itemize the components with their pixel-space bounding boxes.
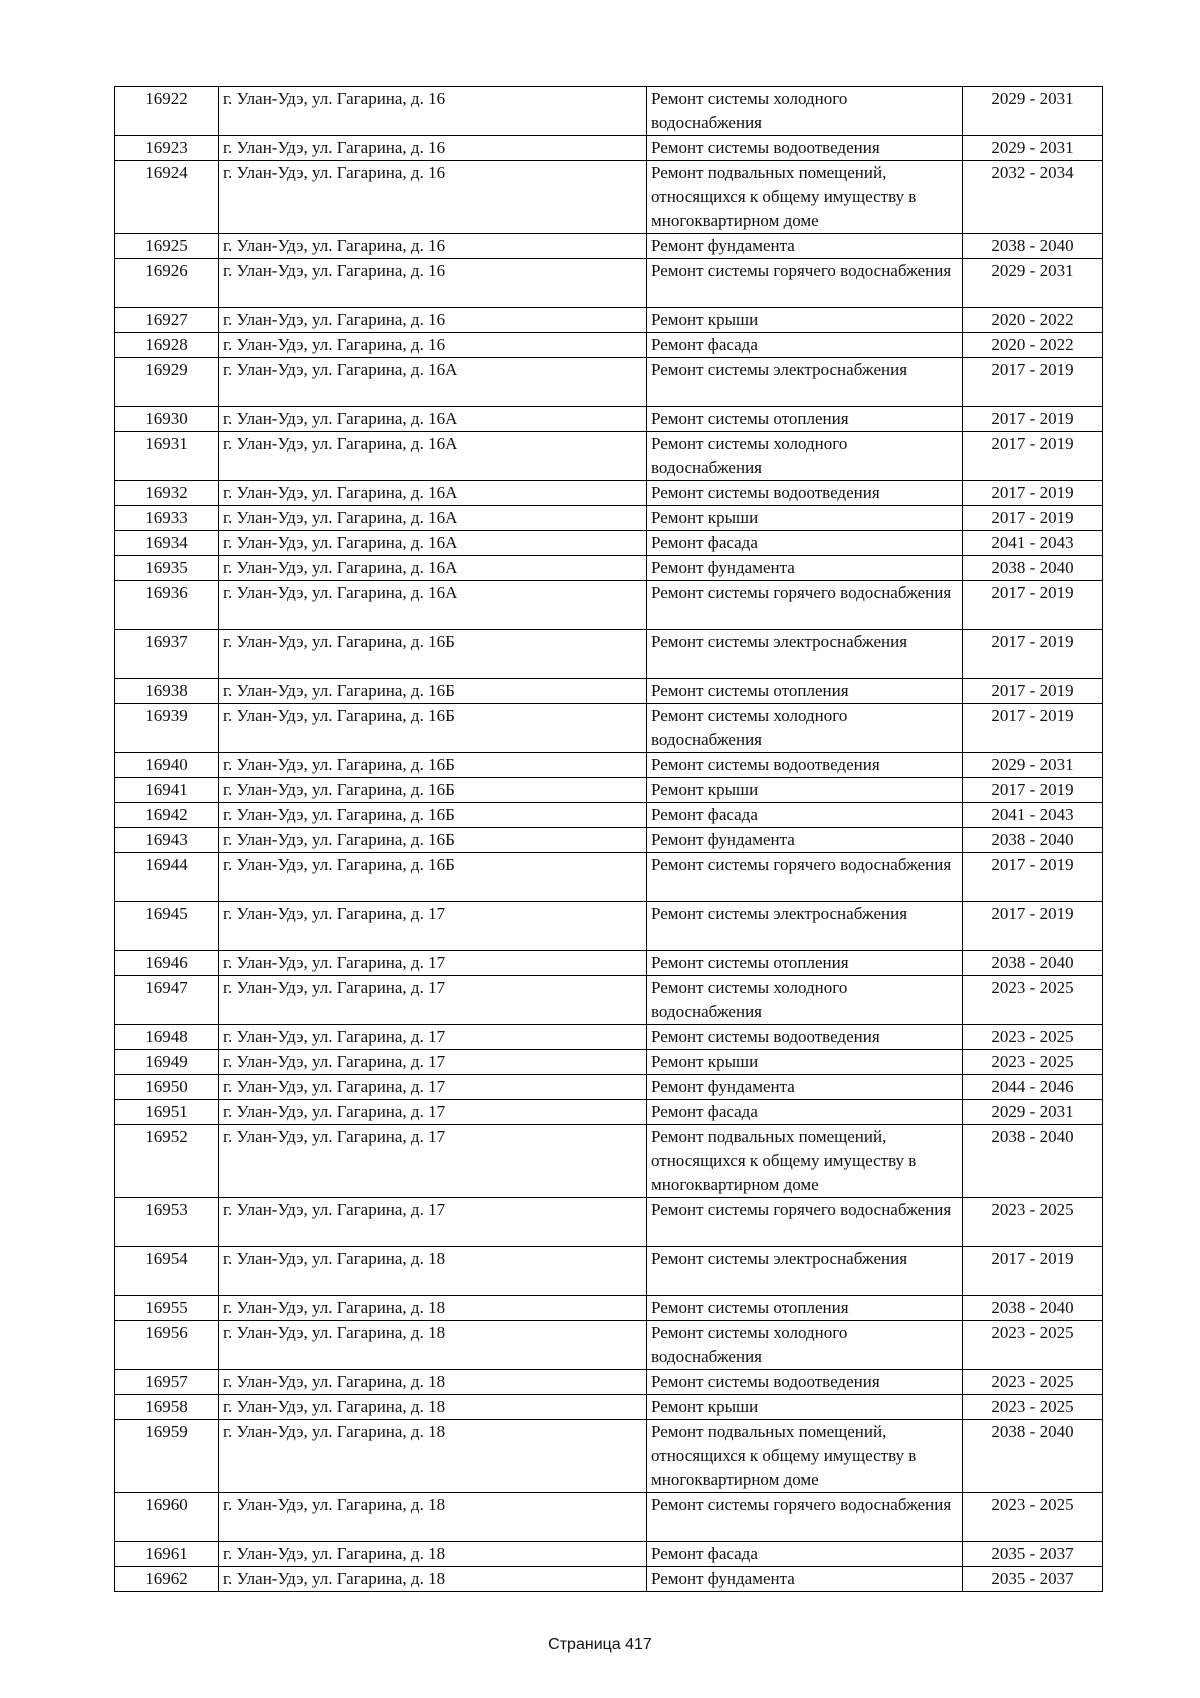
work-type-cell: Ремонт системы холодного водоснабжения: [647, 432, 963, 481]
period-cell: 2038 - 2040: [963, 951, 1103, 976]
work-type-cell: Ремонт крыши: [647, 778, 963, 803]
work-type-cell: Ремонт крыши: [647, 1395, 963, 1420]
table-row: [115, 308, 1103, 333]
row-id-cell: 16926: [115, 259, 219, 308]
address-cell: г. Улан-Удэ, ул. Гагарина, д. 18: [219, 1542, 647, 1567]
row-id-cell: 16955: [115, 1296, 219, 1321]
period-cell: 2023 - 2025: [963, 1370, 1103, 1395]
period-cell: 2017 - 2019: [963, 630, 1103, 679]
period-cell: 2032 - 2034: [963, 161, 1103, 234]
address-cell: г. Улан-Удэ, ул. Гагарина, д. 16А: [219, 531, 647, 556]
row-id-cell: 16949: [115, 1050, 219, 1075]
address-cell: г. Улан-Удэ, ул. Гагарина, д. 16: [219, 308, 647, 333]
period-cell: 2017 - 2019: [963, 679, 1103, 704]
row-id-cell: 16944: [115, 853, 219, 902]
address-cell: г. Улан-Удэ, ул. Гагарина, д. 16Б: [219, 853, 647, 902]
period-cell: 2029 - 2031: [963, 87, 1103, 136]
row-id-cell: 16932: [115, 481, 219, 506]
table-row: [115, 778, 1103, 803]
table-row: [115, 679, 1103, 704]
table-row: [115, 1542, 1103, 1567]
row-id-cell: 16930: [115, 407, 219, 432]
address-cell: г. Улан-Удэ, ул. Гагарина, д. 16Б: [219, 803, 647, 828]
period-cell: 2038 - 2040: [963, 234, 1103, 259]
period-cell: 2017 - 2019: [963, 358, 1103, 407]
repair-schedule-table: [114, 86, 1103, 1592]
period-cell: 2017 - 2019: [963, 581, 1103, 630]
work-type-cell: Ремонт системы отопления: [647, 407, 963, 432]
row-id-cell: 16940: [115, 753, 219, 778]
period-cell: 2038 - 2040: [963, 1420, 1103, 1493]
table-row: [115, 1493, 1103, 1542]
table-row: [115, 803, 1103, 828]
table-row: [115, 753, 1103, 778]
address-cell: г. Улан-Удэ, ул. Гагарина, д. 16Б: [219, 630, 647, 679]
table-row: [115, 531, 1103, 556]
row-id-cell: 16938: [115, 679, 219, 704]
row-id-cell: 16924: [115, 161, 219, 234]
work-type-cell: Ремонт фундамента: [647, 1567, 963, 1592]
work-type-cell: Ремонт системы холодного водоснабжения: [647, 1321, 963, 1370]
work-type-cell: Ремонт системы отопления: [647, 1296, 963, 1321]
table-row: [115, 1198, 1103, 1247]
address-cell: г. Улан-Удэ, ул. Гагарина, д. 16Б: [219, 753, 647, 778]
row-id-cell: 16925: [115, 234, 219, 259]
row-id-cell: 16962: [115, 1567, 219, 1592]
table-row: [115, 1025, 1103, 1050]
table-row: [115, 333, 1103, 358]
table-row: [115, 407, 1103, 432]
work-type-cell: Ремонт системы горячего водоснабжения: [647, 581, 963, 630]
address-cell: г. Улан-Удэ, ул. Гагарина, д. 18: [219, 1395, 647, 1420]
table-row: [115, 161, 1103, 234]
period-cell: 2017 - 2019: [963, 853, 1103, 902]
work-type-cell: Ремонт крыши: [647, 506, 963, 531]
row-id-cell: 16941: [115, 778, 219, 803]
address-cell: г. Улан-Удэ, ул. Гагарина, д. 16: [219, 333, 647, 358]
row-id-cell: 16961: [115, 1542, 219, 1567]
row-id-cell: 16959: [115, 1420, 219, 1493]
address-cell: г. Улан-Удэ, ул. Гагарина, д. 17: [219, 976, 647, 1025]
work-type-cell: Ремонт крыши: [647, 308, 963, 333]
table-body: [115, 87, 1103, 1592]
row-id-cell: 16931: [115, 432, 219, 481]
period-cell: 2017 - 2019: [963, 506, 1103, 531]
table-row: [115, 1247, 1103, 1296]
work-type-cell: Ремонт фундамента: [647, 234, 963, 259]
row-id-cell: 16922: [115, 87, 219, 136]
period-cell: 2017 - 2019: [963, 407, 1103, 432]
address-cell: г. Улан-Удэ, ул. Гагарина, д. 16Б: [219, 679, 647, 704]
table-row: [115, 259, 1103, 308]
work-type-cell: Ремонт системы водоотведения: [647, 1025, 963, 1050]
work-type-cell: Ремонт системы отопления: [647, 679, 963, 704]
address-cell: г. Улан-Удэ, ул. Гагарина, д. 17: [219, 1025, 647, 1050]
table-row: [115, 234, 1103, 259]
address-cell: г. Улан-Удэ, ул. Гагарина, д. 16А: [219, 481, 647, 506]
row-id-cell: 16954: [115, 1247, 219, 1296]
period-cell: 2041 - 2043: [963, 803, 1103, 828]
address-cell: г. Улан-Удэ, ул. Гагарина, д. 16Б: [219, 704, 647, 753]
row-id-cell: 16943: [115, 828, 219, 853]
work-type-cell: Ремонт фундамента: [647, 556, 963, 581]
address-cell: г. Улан-Удэ, ул. Гагарина, д. 18: [219, 1493, 647, 1542]
table-row: [115, 704, 1103, 753]
work-type-cell: Ремонт крыши: [647, 1050, 963, 1075]
work-type-cell: Ремонт системы горячего водоснабжения: [647, 1198, 963, 1247]
address-cell: г. Улан-Удэ, ул. Гагарина, д. 16: [219, 161, 647, 234]
work-type-cell: Ремонт системы горячего водоснабжения: [647, 1493, 963, 1542]
address-cell: г. Улан-Удэ, ул. Гагарина, д. 17: [219, 951, 647, 976]
work-type-cell: Ремонт системы водоотведения: [647, 136, 963, 161]
work-type-cell: Ремонт фасада: [647, 1100, 963, 1125]
table-row: [115, 556, 1103, 581]
period-cell: 2038 - 2040: [963, 1125, 1103, 1198]
period-cell: 2017 - 2019: [963, 902, 1103, 951]
row-id-cell: 16956: [115, 1321, 219, 1370]
table-row: [115, 506, 1103, 531]
work-type-cell: Ремонт фасада: [647, 333, 963, 358]
table-row: [115, 1075, 1103, 1100]
table-row: [115, 481, 1103, 506]
page-number: Страница 417: [548, 1636, 652, 1653]
row-id-cell: 16947: [115, 976, 219, 1025]
address-cell: г. Улан-Удэ, ул. Гагарина, д. 18: [219, 1420, 647, 1493]
row-id-cell: 16929: [115, 358, 219, 407]
table-row: [115, 1321, 1103, 1370]
row-id-cell: 16927: [115, 308, 219, 333]
table-row: [115, 976, 1103, 1025]
address-cell: г. Улан-Удэ, ул. Гагарина, д. 18: [219, 1321, 647, 1370]
address-cell: г. Улан-Удэ, ул. Гагарина, д. 16: [219, 259, 647, 308]
work-type-cell: Ремонт системы водоотведения: [647, 481, 963, 506]
row-id-cell: 16951: [115, 1100, 219, 1125]
row-id-cell: 16939: [115, 704, 219, 753]
table-row: [115, 87, 1103, 136]
address-cell: г. Улан-Удэ, ул. Гагарина, д. 17: [219, 1198, 647, 1247]
work-type-cell: Ремонт фундамента: [647, 1075, 963, 1100]
table-row: [115, 1370, 1103, 1395]
row-id-cell: 16928: [115, 333, 219, 358]
address-cell: г. Улан-Удэ, ул. Гагарина, д. 16А: [219, 506, 647, 531]
work-type-cell: Ремонт системы водоотведения: [647, 1370, 963, 1395]
period-cell: 2029 - 2031: [963, 753, 1103, 778]
period-cell: 2044 - 2046: [963, 1075, 1103, 1100]
table-row: [115, 1395, 1103, 1420]
address-cell: г. Улан-Удэ, ул. Гагарина, д. 17: [219, 1075, 647, 1100]
row-id-cell: 16936: [115, 581, 219, 630]
row-id-cell: 16942: [115, 803, 219, 828]
table-row: [115, 1567, 1103, 1592]
table-row: [115, 1050, 1103, 1075]
work-type-cell: Ремонт фасада: [647, 531, 963, 556]
work-type-cell: Ремонт системы водоотведения: [647, 753, 963, 778]
work-type-cell: Ремонт системы холодного водоснабжения: [647, 87, 963, 136]
table-row: [115, 1100, 1103, 1125]
row-id-cell: 16950: [115, 1075, 219, 1100]
row-id-cell: 16960: [115, 1493, 219, 1542]
period-cell: 2038 - 2040: [963, 828, 1103, 853]
table-row: [115, 581, 1103, 630]
period-cell: 2023 - 2025: [963, 976, 1103, 1025]
address-cell: г. Улан-Удэ, ул. Гагарина, д. 17: [219, 1125, 647, 1198]
period-cell: 2023 - 2025: [963, 1198, 1103, 1247]
address-cell: г. Улан-Удэ, ул. Гагарина, д. 18: [219, 1567, 647, 1592]
table-row: [115, 1125, 1103, 1198]
table-row: [115, 828, 1103, 853]
address-cell: г. Улан-Удэ, ул. Гагарина, д. 16Б: [219, 778, 647, 803]
address-cell: г. Улан-Удэ, ул. Гагарина, д. 16Б: [219, 828, 647, 853]
period-cell: 2029 - 2031: [963, 259, 1103, 308]
period-cell: 2017 - 2019: [963, 1247, 1103, 1296]
work-type-cell: Ремонт подвальных помещений, относящихся к общему имуществу в многоквартирном доме: [647, 1420, 963, 1493]
table-row: [115, 432, 1103, 481]
period-cell: 2017 - 2019: [963, 704, 1103, 753]
period-cell: 2023 - 2025: [963, 1395, 1103, 1420]
period-cell: 2023 - 2025: [963, 1493, 1103, 1542]
period-cell: 2023 - 2025: [963, 1025, 1103, 1050]
work-type-cell: Ремонт системы холодного водоснабжения: [647, 704, 963, 753]
address-cell: г. Улан-Удэ, ул. Гагарина, д. 16А: [219, 358, 647, 407]
row-id-cell: 16957: [115, 1370, 219, 1395]
address-cell: г. Улан-Удэ, ул. Гагарина, д. 16: [219, 87, 647, 136]
row-id-cell: 16948: [115, 1025, 219, 1050]
work-type-cell: Ремонт системы электроснабжения: [647, 1247, 963, 1296]
row-id-cell: 16945: [115, 902, 219, 951]
address-cell: г. Улан-Удэ, ул. Гагарина, д. 16А: [219, 556, 647, 581]
table-row: [115, 136, 1103, 161]
row-id-cell: 16958: [115, 1395, 219, 1420]
period-cell: 2038 - 2040: [963, 556, 1103, 581]
period-cell: 2017 - 2019: [963, 481, 1103, 506]
period-cell: 2020 - 2022: [963, 308, 1103, 333]
table-row: [115, 902, 1103, 951]
address-cell: г. Улан-Удэ, ул. Гагарина, д. 16: [219, 234, 647, 259]
row-id-cell: 16934: [115, 531, 219, 556]
address-cell: г. Улан-Удэ, ул. Гагарина, д. 17: [219, 1100, 647, 1125]
work-type-cell: Ремонт системы горячего водоснабжения: [647, 853, 963, 902]
row-id-cell: 16953: [115, 1198, 219, 1247]
work-type-cell: Ремонт системы электроснабжения: [647, 358, 963, 407]
table-row: [115, 630, 1103, 679]
table-row: [115, 951, 1103, 976]
period-cell: 2035 - 2037: [963, 1567, 1103, 1592]
table-row: [115, 1296, 1103, 1321]
work-type-cell: Ремонт системы горячего водоснабжения: [647, 259, 963, 308]
period-cell: 2029 - 2031: [963, 136, 1103, 161]
work-type-cell: Ремонт системы электроснабжения: [647, 902, 963, 951]
period-cell: 2041 - 2043: [963, 531, 1103, 556]
work-type-cell: Ремонт подвальных помещений, относящихся к общему имуществу в многоквартирном доме: [647, 1125, 963, 1198]
period-cell: 2017 - 2019: [963, 432, 1103, 481]
address-cell: г. Улан-Удэ, ул. Гагарина, д. 16А: [219, 432, 647, 481]
work-type-cell: Ремонт фасада: [647, 803, 963, 828]
row-id-cell: 16923: [115, 136, 219, 161]
work-type-cell: Ремонт фундамента: [647, 828, 963, 853]
address-cell: г. Улан-Удэ, ул. Гагарина, д. 18: [219, 1370, 647, 1395]
table-row: [115, 853, 1103, 902]
address-cell: г. Улан-Удэ, ул. Гагарина, д. 18: [219, 1296, 647, 1321]
address-cell: г. Улан-Удэ, ул. Гагарина, д. 16: [219, 136, 647, 161]
row-id-cell: 16946: [115, 951, 219, 976]
period-cell: 2029 - 2031: [963, 1100, 1103, 1125]
work-type-cell: Ремонт системы электроснабжения: [647, 630, 963, 679]
period-cell: 2038 - 2040: [963, 1296, 1103, 1321]
period-cell: 2035 - 2037: [963, 1542, 1103, 1567]
period-cell: 2023 - 2025: [963, 1050, 1103, 1075]
address-cell: г. Улан-Удэ, ул. Гагарина, д. 18: [219, 1247, 647, 1296]
row-id-cell: 16933: [115, 506, 219, 531]
address-cell: г. Улан-Удэ, ул. Гагарина, д. 17: [219, 1050, 647, 1075]
work-type-cell: Ремонт фасада: [647, 1542, 963, 1567]
row-id-cell: 16937: [115, 630, 219, 679]
row-id-cell: 16935: [115, 556, 219, 581]
work-type-cell: Ремонт подвальных помещений, относящихся к общему имуществу в многоквартирном доме: [647, 161, 963, 234]
work-type-cell: Ремонт системы холодного водоснабжения: [647, 976, 963, 1025]
period-cell: 2017 - 2019: [963, 778, 1103, 803]
row-id-cell: 16952: [115, 1125, 219, 1198]
work-type-cell: Ремонт системы отопления: [647, 951, 963, 976]
table-row: [115, 1420, 1103, 1493]
period-cell: 2023 - 2025: [963, 1321, 1103, 1370]
period-cell: 2020 - 2022: [963, 333, 1103, 358]
address-cell: г. Улан-Удэ, ул. Гагарина, д. 16А: [219, 581, 647, 630]
table-row: [115, 358, 1103, 407]
address-cell: г. Улан-Удэ, ул. Гагарина, д. 16А: [219, 407, 647, 432]
address-cell: г. Улан-Удэ, ул. Гагарина, д. 17: [219, 902, 647, 951]
